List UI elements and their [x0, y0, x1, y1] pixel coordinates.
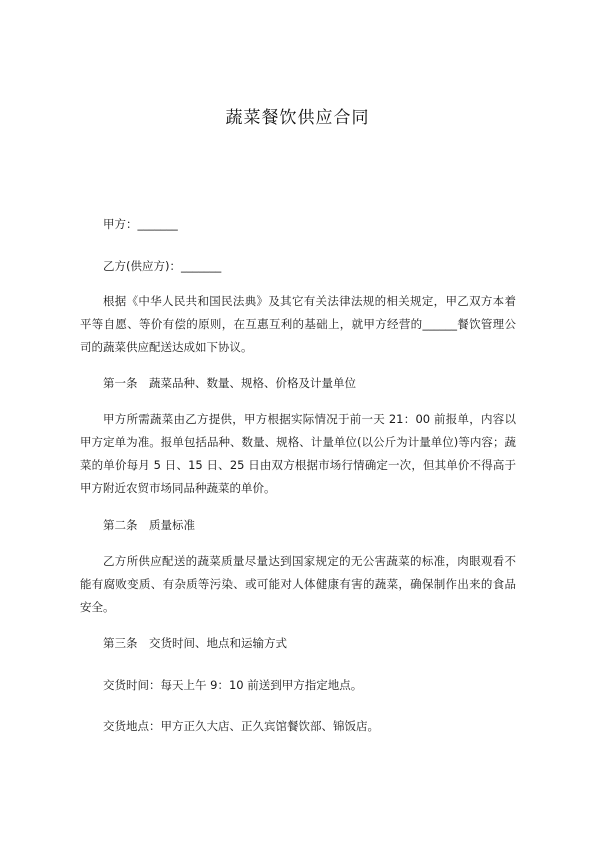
delivery-time-line: 交货时间：每天上午 9：10 前送到甲方指定地点。	[103, 678, 363, 692]
party-a-line: 甲方：_______	[103, 217, 178, 231]
delivery-place-line: 交货地点：甲方正久大店、正久宾馆餐饮部、锦饭店。	[103, 719, 379, 733]
article-3-heading: 第三条 交货时间、地点和运输方式	[103, 636, 287, 650]
article-2-body: 乙方所供应配送的蔬菜质量尽量达到国家规定的无公害蔬菜的标准，肉眼观看不能有腐败变质、有杂质等污染、或可能对人体健康有害的蔬菜，确保制作出来的食品安全。	[80, 554, 516, 614]
article-2-heading: 第二条 质量标准	[103, 518, 195, 532]
party-b-line: 乙方(供应方)：_______	[103, 259, 222, 273]
document-title: 蔬菜餐饮供应合同	[225, 108, 370, 128]
article-1-body: 甲方所需蔬菜由乙方提供，甲方根据实际情况于前一天 21：00 前报单，内容以甲方定单为准。报单包括品种、数量、规格、计量单位(以公斤为计量单位)等内容；蔬菜的单价每月 5 日、15 日、25 日由双方根据市场行情确定一次，但其单价不得高于甲方附近农贸市场同品种蔬菜的单价。	[80, 412, 516, 495]
article-1-heading: 第一条 蔬菜品种、数量、规格、价格及计量单位	[103, 376, 356, 390]
intro-paragraph: 根据《中华人民共和国民法典》及其它有关法律法规的相关规定，甲乙双方本着平等自愿、等价有偿的原则，在互惠互利的基础上，就甲方经营的______餐饮管理公司的蔬菜供应配送达成如下协议。	[80, 294, 516, 354]
